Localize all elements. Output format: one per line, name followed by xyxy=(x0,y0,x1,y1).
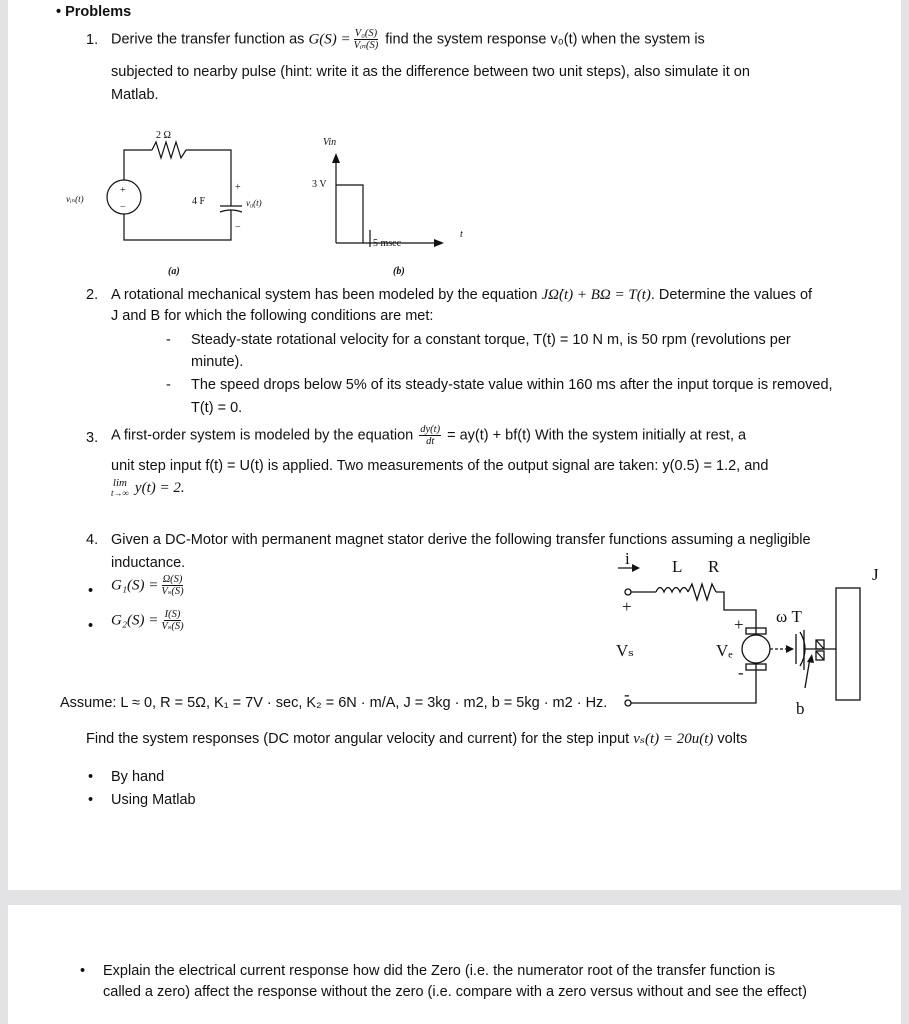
g2-den: Vₛ(S) xyxy=(161,621,184,632)
zero-question-line2: called a zero) affect the response without the zero (i.e. compare with a zero versus without and see the effect) xyxy=(103,984,807,1000)
p2-line1-pre: A rotational mechanical system has been modeled by the equation xyxy=(111,287,542,303)
p2-bullet1-line2: minute). xyxy=(191,354,244,370)
p3-line1 xyxy=(111,424,746,447)
p1-g-den: Vᵢₙ(S) xyxy=(353,40,379,51)
p1-line1-post: find the system response v₀(t) when the system is xyxy=(385,31,705,48)
source-minus: − xyxy=(120,202,126,213)
p2-equation: JΩ̇(t) + BΩ = T(t) xyxy=(541,287,651,303)
lim-expression: y(t) = 2. xyxy=(134,480,185,496)
source-plus: + xyxy=(120,185,126,196)
p4-find xyxy=(86,729,747,749)
p3-line1-pre: A first-order system is modeled by the equation xyxy=(111,427,418,444)
g1-fraction xyxy=(160,574,184,597)
p4-line2: inductance. xyxy=(111,555,186,571)
g2-fraction xyxy=(160,609,184,632)
p4-line1: Given a DC-Motor with permanent magnet stator derive the following transfer functions assuming a negligible xyxy=(111,532,811,548)
p4-number: 4. xyxy=(86,532,99,548)
p2-dash-1: - xyxy=(166,332,171,348)
p3-line3 xyxy=(111,478,185,498)
p3-d-den: dt xyxy=(426,436,435,447)
second-page xyxy=(8,905,901,1024)
p1-line2: subjected to nearby pulse (hint: write it as the difference between two unit steps), also simulate it on xyxy=(111,64,750,80)
duration-label: 5 msec xyxy=(373,238,402,249)
p1-line1 xyxy=(111,28,705,51)
lim-top: lim xyxy=(112,477,127,490)
section-title: Problems xyxy=(65,4,132,20)
p1-line1-pre: Derive the transfer function as xyxy=(111,31,309,48)
omega-T-label: ω T xyxy=(776,607,802,626)
dc-motor-diagram xyxy=(600,548,892,718)
t-axis-label: t xyxy=(460,229,463,240)
limit-operator xyxy=(111,478,129,498)
matlab-bullet: • xyxy=(88,792,94,808)
vo-label: v₀(t) xyxy=(246,198,262,208)
vs-label: Vₛ xyxy=(616,641,635,660)
g1-num: Ω(S) xyxy=(162,574,183,585)
ve-minus: - xyxy=(738,663,744,682)
p4-assumptions: Assume: L ≈ 0, R = 5Ω, K₁ = 7V · sec, K₂ = 6N · m/A, J = 3kg · m2, b = 5kg · m2 · Hz. xyxy=(60,695,608,711)
g2-definition xyxy=(111,609,187,632)
p1-g-lhs: G(S) = xyxy=(308,31,351,48)
p1-number: 1. xyxy=(86,32,99,48)
g1-den: Vₛ(S) xyxy=(161,586,184,597)
fig-a-caption: (a) xyxy=(168,266,180,277)
problems-page xyxy=(8,0,901,890)
p2-number: 2. xyxy=(86,287,99,303)
header-bullet: • xyxy=(56,4,66,20)
p4-find-post: volts xyxy=(713,731,748,747)
p3-line1-post: = ay(t) + bf(t) With the system initially at rest, a xyxy=(443,427,747,444)
inductor-L-label: L xyxy=(672,557,683,576)
resistor-label: 2 Ω xyxy=(156,130,171,141)
friction-b-label: b xyxy=(796,699,805,718)
p1-g-num: V₀(S) xyxy=(354,28,378,39)
g2-num: I(S) xyxy=(164,609,181,620)
pulse-figure xyxy=(288,125,488,280)
resistor-R-label: R xyxy=(708,557,720,576)
output-minus: − xyxy=(235,222,241,233)
g2-lhs: G₂(S) = xyxy=(111,612,159,629)
output-plus: + xyxy=(235,182,241,193)
vin-label: vᵢₙ(t) xyxy=(66,194,84,204)
by-hand-bullet: • xyxy=(88,769,94,785)
p1-line3: Matlab. xyxy=(111,87,159,103)
p2-line2: J and B for which the following conditions are met: xyxy=(111,308,434,324)
capacitor-label: 4 F xyxy=(192,196,206,207)
zero-bullet: • xyxy=(80,963,86,979)
p3-derivative xyxy=(419,424,441,447)
ve-label: Vₑ xyxy=(716,641,733,660)
p2-bullet2-line1: The speed drops below 5% of its steady-state value within 160 ms after the input torque is removed, xyxy=(191,377,833,393)
lim-bottom: t→∞ xyxy=(111,488,129,499)
p4-find-pre: Find the system responses (DC motor angular velocity and current) for the step input xyxy=(86,731,634,747)
inertia-J-label: J xyxy=(872,565,879,584)
fig-b-caption: (b) xyxy=(393,266,405,277)
p2-line1 xyxy=(111,285,812,305)
p4-find-eq: vₛ(t) = 20u(t) xyxy=(633,731,714,747)
p3-d-num: dy(t) xyxy=(420,424,441,435)
section-header xyxy=(56,2,131,22)
ve-plus: + xyxy=(734,615,744,634)
matlab-item: Using Matlab xyxy=(111,792,196,808)
p2-line1-post: . Determine the values of xyxy=(650,287,813,303)
rc-circuit-figure xyxy=(48,118,298,278)
vs-plus: + xyxy=(622,597,632,616)
current-i-label: i xyxy=(625,549,630,568)
p3-line2: unit step input f(t) = U(t) is applied. Two measurements of the output signal are taken: y(0.5) = 1.2, and xyxy=(111,458,769,474)
g1-lhs: G₁(S) = xyxy=(111,577,159,594)
vs-minus: - xyxy=(624,685,630,704)
g2-bullet: • xyxy=(88,618,94,634)
g1-bullet: • xyxy=(88,583,94,599)
g1-definition xyxy=(111,574,187,597)
p3-number: 3. xyxy=(86,430,99,446)
zero-question-line1: Explain the electrical current response how did the Zero (i.e. the numerator root of the transfer function is xyxy=(103,963,776,979)
p2-bullet2-line2: T(t) = 0. xyxy=(191,400,243,416)
p2-bullet1-line1: Steady-state rotational velocity for a constant torque, T(t) = 10 N m, is 50 rpm (revolutions per xyxy=(191,332,791,348)
by-hand-item: By hand xyxy=(111,769,165,785)
p2-dash-2: - xyxy=(166,377,171,393)
amplitude-label: 3 V xyxy=(312,179,327,190)
vin-axis-label: Vin xyxy=(323,137,337,148)
p1-g-fraction xyxy=(353,28,380,51)
